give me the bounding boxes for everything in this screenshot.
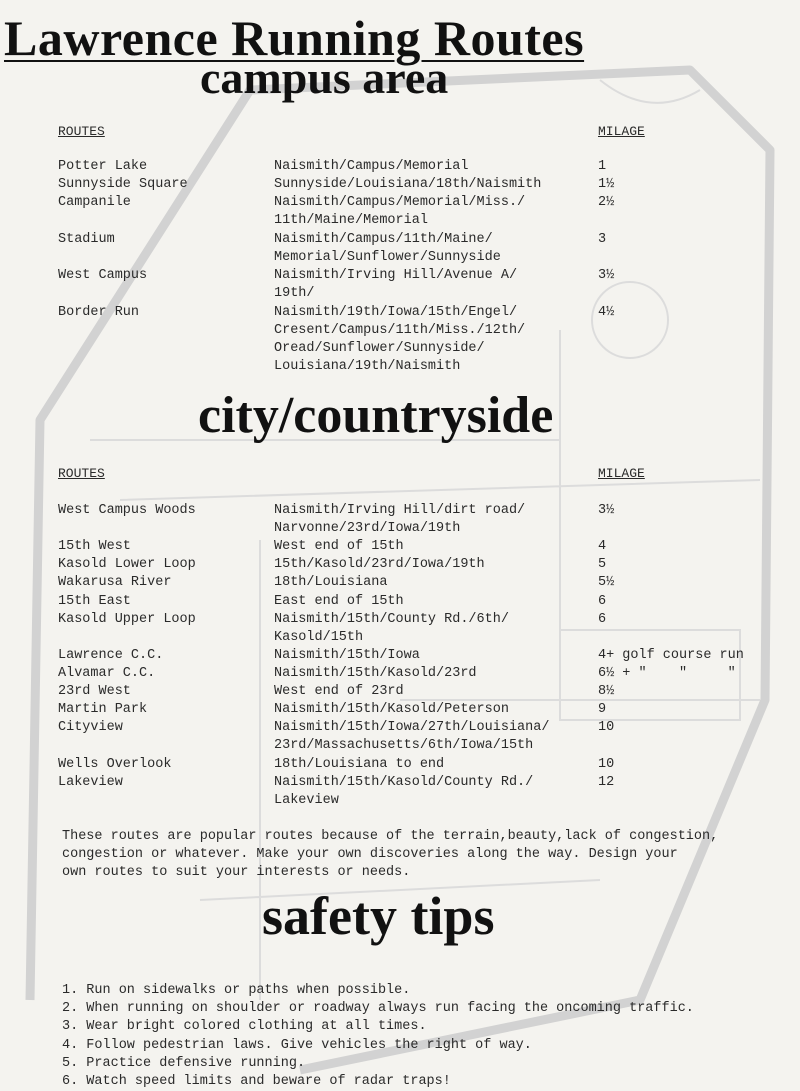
route-name: Border Run [58,305,140,320]
campus-milage-header: MILAGE [598,124,645,139]
route-milage: 1 [598,159,607,174]
list-item: 6. Watch speed limits and beware of radar traps! [62,1074,451,1090]
city-routes-header: ROUTES [58,466,105,481]
route-name: 23rd West [58,684,131,699]
route-path: Naismith/15th/Iowa [274,648,420,663]
list-item: 5. Practice defensive running. [62,1055,306,1071]
route-path: Sunnyside/Louisiana/18th/Naismith [274,177,542,192]
route-milage: 3 [598,232,607,247]
campus-routes-header: ROUTES [58,124,105,139]
route-name: Kasold Lower Loop [58,557,196,572]
route-path: Naismith/15th/Iowa/27th/Louisiana/ 23rd/Massachusetts/6th/Iowa/15th [274,720,550,753]
campus-area-heading: campus area [200,52,449,103]
route-milage: 10 [598,720,615,735]
route-path: Naismith/Irving Hill/Avenue A/ 19th/ [274,268,518,301]
route-path: Naismith/Campus/Memorial [274,159,469,174]
route-path: 18th/Louisiana to end [274,757,445,772]
list-item: 1. Run on sidewalks or paths when possible. [62,983,411,998]
route-path: Naismith/15th/Kasold/County Rd./ Lakeview [274,775,534,808]
safety-tips-list [62,982,694,1091]
route-milage: 12 [598,775,615,790]
route-name: West Campus [58,268,148,283]
route-path: 15th/Kasold/23rd/Iowa/19th [274,557,485,572]
route-milage: 4+ golf course run [598,648,744,663]
route-milage: 2½ [598,195,615,210]
route-path: West end of 15th [274,539,404,554]
route-milage: 6 [598,594,607,609]
route-path: East end of 15th [274,594,404,609]
route-name: Lakeview [58,775,123,790]
route-name: Sunnyside Square [58,177,188,192]
route-milage: 3½ [598,503,615,518]
route-name: 15th East [58,594,131,609]
page-title: Lawrence Running Routes [4,10,585,66]
route-name: Wells Overlook [58,757,172,772]
list-item: 2. When running on shoulder or roadway always run facing the oncoming traffic. [62,1001,694,1017]
route-name: West Campus Woods [58,503,196,518]
route-path: Naismith/15th/Kasold/Peterson [274,702,509,717]
list-item: 4. Follow pedestrian laws. Give vehicles the right of way. [62,1037,532,1053]
route-path: Naismith/19th/Iowa/15th/Engel/ Cresent/Campus/11th/Miss./12th/ Oread/Sunflower/Sunnyside/ Louisiana/19th/Naismith [274,305,526,374]
route-milage: 6½ + " " " [598,666,736,681]
route-milage: 8½ [598,684,615,699]
route-name: Alvamar C.C. [58,666,156,681]
route-milage: 1½ [598,177,615,192]
list-item: 3. Wear bright colored clothing at all times. [62,1019,427,1035]
route-name: Potter Lake [58,159,148,174]
route-name: 15th West [58,539,131,554]
route-milage: 10 [598,757,615,772]
route-name: Cityview [58,720,123,735]
route-path: Naismith/Campus/Memorial/Miss./ 11th/Maine/Memorial [274,195,526,228]
route-milage: 9 [598,702,607,717]
route-name: Campanile [58,195,131,210]
route-milage: 3½ [598,268,615,283]
route-milage: 4 [598,539,607,554]
route-name: Kasold Upper Loop [58,612,196,627]
route-milage: 5½ [598,575,615,590]
route-path: West end of 23rd [274,684,404,699]
route-path: Naismith/15th/Kasold/23rd [274,666,477,681]
city-countryside-heading: city/countryside [198,387,554,444]
route-milage: 4½ [598,305,615,320]
route-path: Naismith/15th/County Rd./6th/ Kasold/15th [274,612,509,645]
routes-note: These routes are popular routes because of the terrain,beauty,lack of congestion, congestion or whatever. Make your own discoveries along the way. Design your own routes to suit your interests or needs. [62,829,719,880]
city-milage-header: MILAGE [598,466,645,481]
route-milage: 5 [598,557,607,572]
route-name: Lawrence C.C. [58,648,164,663]
safety-tips-heading: safety tips [262,886,495,946]
route-path: Naismith/Irving Hill/dirt road/ Narvonne/23rd/Iowa/19th [274,503,526,536]
route-milage: 6 [598,612,607,627]
route-path: Naismith/Campus/11th/Maine/ Memorial/Sunflower/Sunnyside [274,232,501,265]
route-name: Martin Park [58,702,148,717]
route-name: Stadium [58,232,115,247]
route-path: 18th/Louisiana [274,575,388,590]
route-name: Wakarusa River [58,575,172,590]
